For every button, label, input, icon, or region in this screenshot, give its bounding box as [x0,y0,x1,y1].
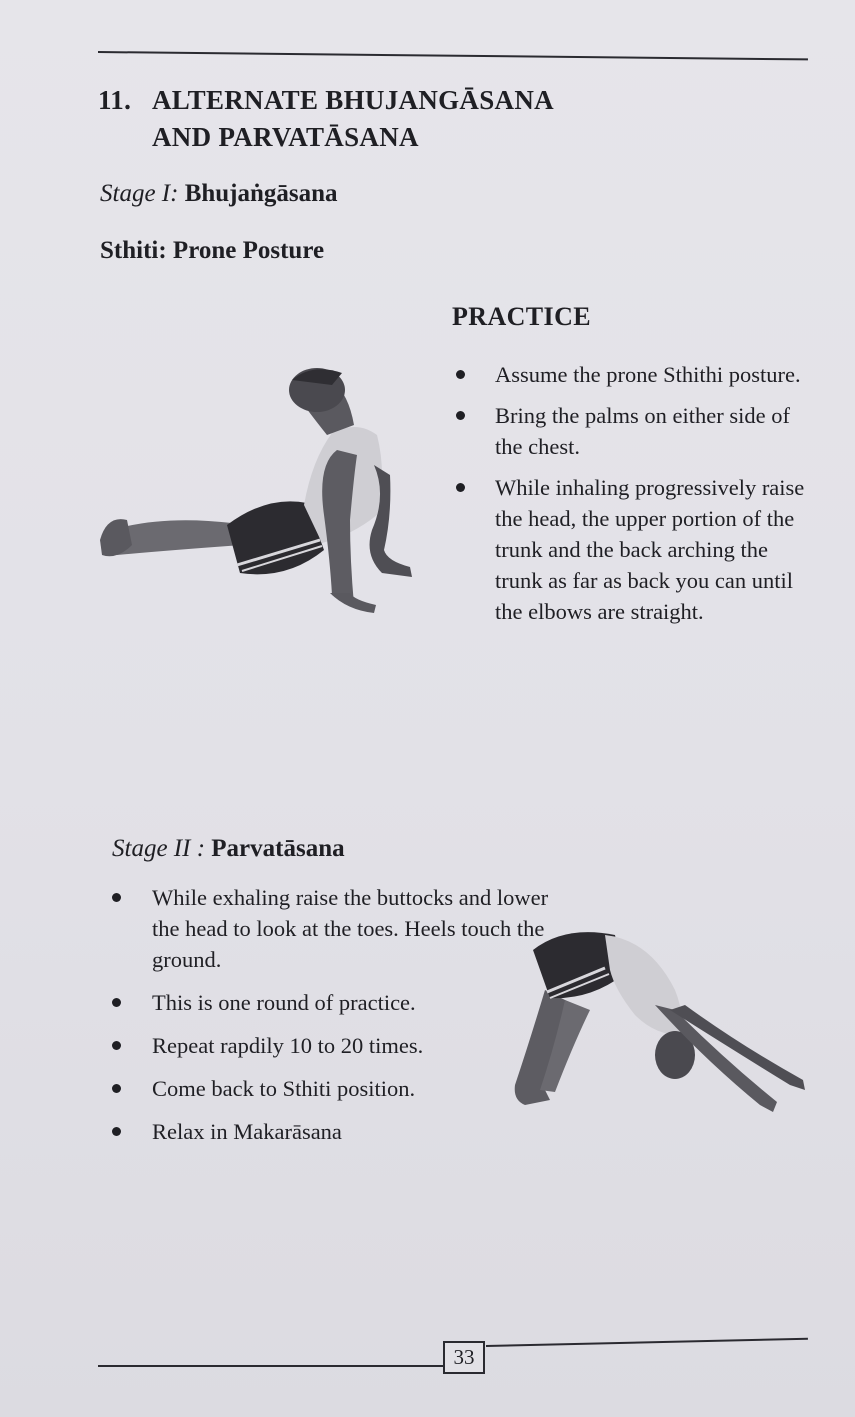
list-item [495,472,820,627]
list-item [495,359,820,390]
stage-1-title [100,180,338,208]
bullet-icon [456,483,465,492]
stage-1-name: Bhujaṅgāsana [184,180,338,207]
stage-2-item-2: This is one round of practice. [152,990,416,1015]
practice-item-1: Assume the prone Sthithi posture. [495,362,801,387]
stage-1-label: Stage I: [100,180,179,207]
stage-2-item-3: Repeat rapdily 10 to 20 times. [152,1033,424,1058]
heading-line-2: AND PARVATĀSANA [152,122,419,152]
list-item [495,400,820,462]
section-number: 11. [98,85,132,115]
bullet-icon [456,411,465,420]
bullet-icon [112,1041,121,1050]
bullet-icon [112,1127,121,1136]
footer-rule-right [486,1338,808,1347]
section-heading [98,82,658,156]
sthiti-label: Sthiti: Prone Posture [100,237,325,264]
stage-2-item-5: Relax in Makarāsana [152,1119,342,1144]
practice-list [495,359,820,637]
practice-item-2: Bring the palms on either side of the chest. [495,403,790,459]
footer-rule-left [98,1365,443,1367]
list-item [152,882,562,975]
bullet-icon [456,370,465,379]
bullet-icon [112,1084,121,1093]
stage-2-title [112,835,345,863]
parvatasana-figure [505,920,810,1145]
page-number: 33 [443,1341,485,1374]
bhujangasana-figure [92,355,422,625]
practice-item-3: While inhaling progressively raise the head, the upper portion of the trunk and the back arching the trunk as far as back you can until the elbows are straight. [495,475,805,624]
heading-line-1: ALTERNATE BHUJANGĀSANA [152,85,554,115]
stage-2-name: Parvatāsana [211,835,345,862]
stage-2-item-4: Come back to Sthiti position. [152,1076,416,1101]
bullet-icon [112,893,121,902]
stage-2-label: Stage II : [112,835,206,862]
practice-heading: PRACTICE [452,302,591,331]
top-rule [98,51,808,60]
stage-2-item-1: While exhaling raise the buttocks and lower the head to look at the toes. Heels touch the ground. [152,885,549,972]
bullet-icon [112,998,121,1007]
